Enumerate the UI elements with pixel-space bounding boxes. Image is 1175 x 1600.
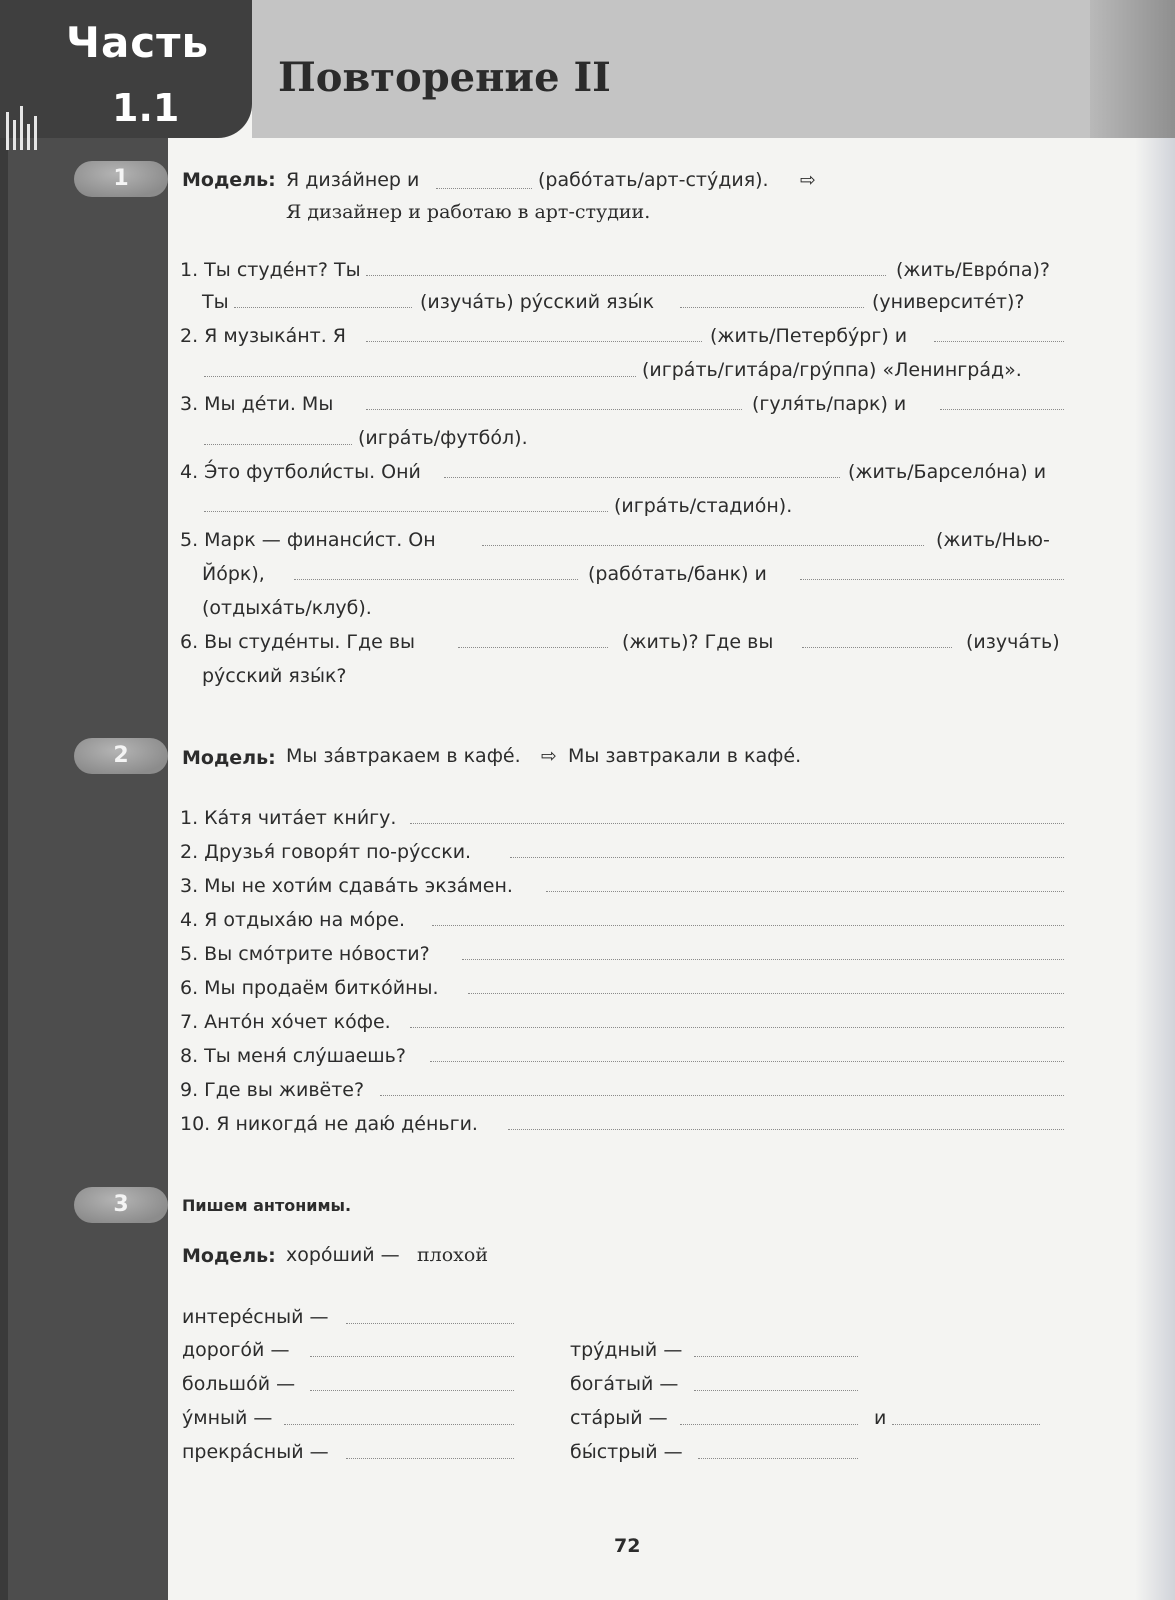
ex1-item5-blank[interactable] [800,579,1064,580]
ex1-item4-hint: (жить/Барсело́на) и [848,461,1047,483]
ex2-item: 9. Где вы живёте? [180,1079,365,1101]
ex3-antonym-blank[interactable] [680,1424,858,1425]
ex1-item2-text: 2. Я музыка́нт. Я [180,325,346,347]
ex3-model-word: хоро́ший — [286,1244,400,1266]
ex3-left-word: интере́сный — [182,1306,329,1328]
ex2-answer-blank[interactable] [462,959,1064,960]
ex1-item5-blank[interactable] [294,579,578,580]
exercise-3-badge: 3 [74,1187,168,1223]
part-label: Часть [66,18,210,67]
ex1-item6-text: 6. Вы студе́нты. Где вы [180,631,416,653]
ex2-answer-blank[interactable] [546,891,1064,892]
ex2-item: 8. Ты меня́ слу́шаешь? [180,1045,406,1067]
ex3-left-word: дорого́й — [182,1339,290,1361]
ex1-item6-hint: (изуча́ть) [966,631,1060,653]
ex1-model-blank [436,188,532,189]
page-title: Повторение II [278,54,611,101]
ex1-item5-text: 5. Марк — финанси́ст. Он [180,529,436,551]
ex1-model-answer: Я дизайнер и работаю в арт-студии. [286,201,651,223]
exercise-2-badge: 2 [74,738,168,774]
ex3-right-word: ста́рый — [570,1407,668,1429]
ex1-item2-blank[interactable] [366,341,702,342]
ex2-item: 7. Анто́н хо́чет ко́фе. [180,1011,391,1033]
ex2-answer-blank[interactable] [510,857,1064,858]
ex3-antonym-blank[interactable] [346,1458,514,1459]
ex1-item1-blank[interactable] [366,275,886,276]
ex2-model-answer: Мы завтракали в кафе́. [568,745,802,767]
ex1-item6-blank[interactable] [802,647,952,648]
ex2-answer-blank[interactable] [380,1095,1064,1096]
ex3-model-label: Модель: [182,1245,276,1267]
ex1-item2-hint: (жить/Петербу́рг) и [710,325,908,347]
ex3-right-word: бога́тый — [570,1373,679,1395]
ex2-item: 2. Друзья́ говоря́т по-ру́сски. [180,841,472,863]
ex2-answer-blank[interactable] [508,1129,1064,1130]
ex1-item1-hint: (университе́т)? [872,291,1025,313]
ex1-item2-hint: (игра́ть/гита́ра/гру́ппа) «Ленингра́д». [642,359,1022,381]
ex3-right-word: бы́стрый — [570,1441,683,1463]
ex2-answer-blank[interactable] [432,925,1064,926]
arrow-icon: ⇨ [541,745,557,767]
ex2-answer-blank[interactable] [468,993,1064,994]
ex2-answer-blank[interactable] [430,1061,1064,1062]
ex1-item6-hint: (жить)? Где вы [622,631,774,653]
ex1-item5-blank[interactable] [482,545,924,546]
ex2-item: 3. Мы не хоти́м сдава́ть экза́мен. [180,875,513,897]
part-number: 1.1 [112,86,180,130]
ex1-item3-hint: (игра́ть/футбо́л). [358,427,528,449]
ex2-item: 5. Вы смо́трите но́вости? [180,943,430,965]
exercise-1-badge: 1 [74,161,168,197]
ex1-item5-hint: (отдыха́ть/клуб). [202,597,372,619]
ex3-left-word: у́мный — [182,1407,273,1429]
header-band-shadow [1090,0,1175,138]
ex1-item3-blank[interactable] [940,409,1064,410]
ex1-item6-text: ру́сский язы́к? [202,665,347,687]
ex3-left-word: прекра́сный — [182,1441,329,1463]
ex3-antonym-blank[interactable] [694,1390,858,1391]
ex2-item: 6. Мы продаём битко́йны. [180,977,439,999]
arrow-icon: ⇨ [800,169,816,191]
ex3-instruction: Пишем антонимы. [182,1196,352,1215]
ex1-model-question: Я диза́йнер и [286,169,420,191]
ex1-item2-blank[interactable] [204,376,636,377]
ex3-and-word: и [874,1407,887,1429]
ex1-item5-hint: Йо́рк), [202,563,265,585]
ex1-item4-blank[interactable] [204,511,608,512]
ex1-item1-hint: (жить/Евро́па)? [896,259,1050,281]
left-sidebar-band [0,0,168,1600]
ex1-item5-hint: (жить/Нью- [936,529,1050,551]
ex2-item: 1. Ка́тя чита́ет кни́гу. [180,807,397,829]
page-curl-shadow [1135,138,1175,1600]
ex2-answer-blank[interactable] [410,823,1064,824]
ex1-item1-hint: (изуча́ть) ру́сский язы́к [420,291,655,313]
ex3-antonym-blank[interactable] [310,1390,514,1391]
ex1-item3-blank[interactable] [366,409,742,410]
ex3-antonym-blank[interactable] [892,1424,1040,1425]
ex1-item1-text: 1. Ты студе́нт? Ты [180,259,361,281]
ex3-antonym-blank[interactable] [310,1356,514,1357]
ex3-antonym-blank[interactable] [346,1323,514,1324]
ex3-antonym-blank[interactable] [698,1458,858,1459]
ex1-item5-hint: (рабо́тать/банк) и [588,563,767,585]
ex1-item4-blank[interactable] [444,477,840,478]
ex1-item2-blank[interactable] [934,341,1064,342]
ex3-antonym-blank[interactable] [694,1356,858,1357]
ex1-item1-blank[interactable] [234,307,412,308]
decorative-ticks [6,104,40,150]
ex1-item3-text: 3. Мы де́ти. Мы [180,393,334,415]
ex3-antonym-blank[interactable] [284,1424,514,1425]
ex2-item: 4. Я отдыха́ю на мо́ре. [180,909,406,931]
book-spine-edge [0,0,8,1600]
ex1-item1-blank[interactable] [680,307,864,308]
ex2-model-question: Мы за́втракаем в кафе́. [286,745,521,767]
ex3-model-answer: плохой [417,1244,488,1266]
ex1-item1-text: Ты [202,291,229,313]
ex1-item6-blank[interactable] [458,647,608,648]
ex2-model-label: Модель: [182,747,276,769]
ex1-model-hint: (рабо́тать/арт-сту́дия). [538,169,769,191]
ex1-item3-hint: (гуля́ть/парк) и [752,393,907,415]
ex1-item3-blank[interactable] [204,444,352,445]
ex1-item4-text: 4. Э́то футболи́сты. Они́ [180,461,421,483]
page-number: 72 [614,1535,641,1557]
ex2-answer-blank[interactable] [410,1027,1064,1028]
ex2-item: 10. Я никогда́ не даю́ де́ньги. [180,1113,478,1135]
ex1-model-label: Модель: [182,169,276,191]
ex1-item4-hint: (игра́ть/стадио́н). [614,495,793,517]
ex3-right-word: тру́дный — [570,1339,683,1361]
ex3-left-word: большо́й — [182,1373,296,1395]
